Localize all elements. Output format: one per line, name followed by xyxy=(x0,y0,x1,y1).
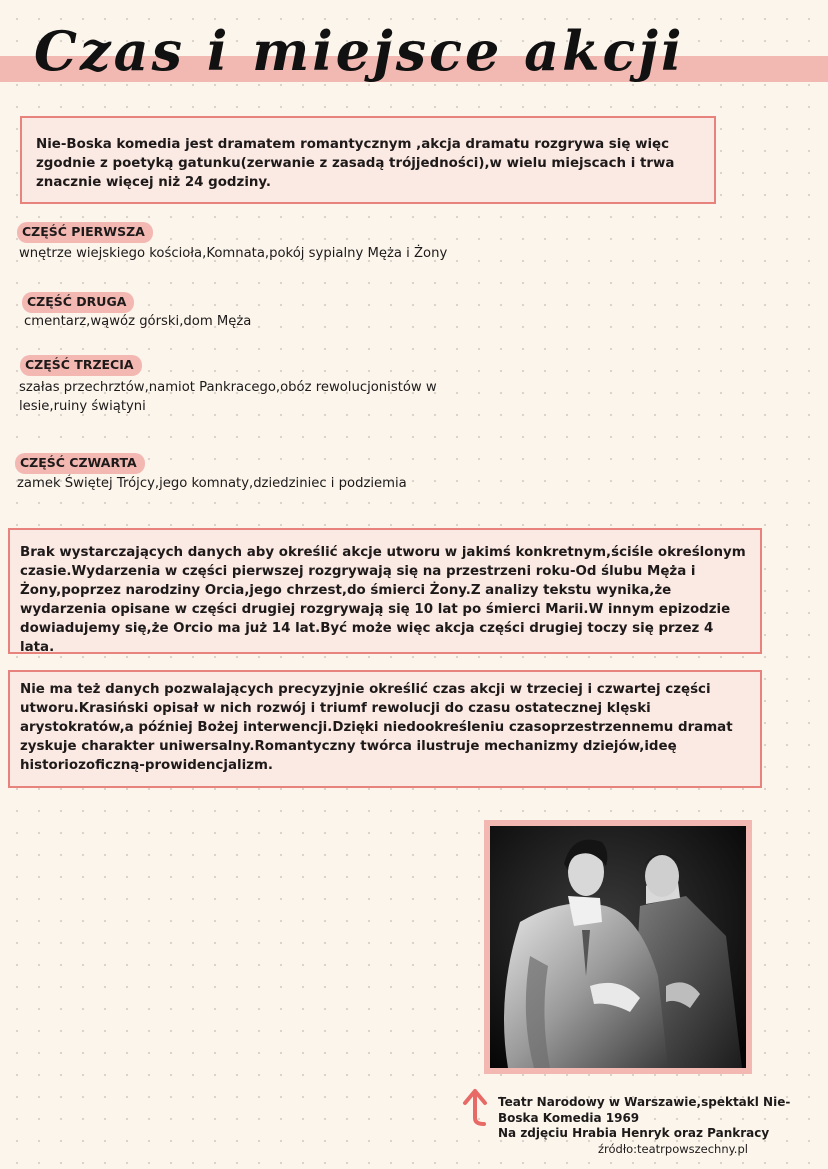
part-1-label: CZĘŚĆ PIERWSZA xyxy=(17,222,153,243)
photo-caption xyxy=(498,1095,818,1142)
theatre-photo-frame xyxy=(484,820,752,1074)
part-2-text: cmentarz,wąwóz górski,dom Męża xyxy=(24,314,252,329)
universal-box xyxy=(8,670,762,788)
part-3-label: CZĘŚĆ TRZECIA xyxy=(20,355,142,376)
intro-box xyxy=(20,116,716,204)
caption-line-2: Na zdjęciu Hrabia Henryk oraz Pankracy xyxy=(498,1126,770,1140)
page-title: Czas i miejsce akcji xyxy=(34,19,685,83)
intro-text: Nie-Boska komedia jest dramatem romantycznym ,akcja dramatu rozgrywa się więc zgodnie z poetyką gatunku(zerwanie z zasadą trójjedności),w wielu miejscach i trwa znacznie więcej niż 24 godziny. xyxy=(36,137,675,190)
arrow-up-icon xyxy=(460,1088,490,1130)
caption-line-1: Teatr Narodowy w Warszawie,spektakl Nie-Boska Komedia 1969 xyxy=(498,1095,791,1125)
part-4-label: CZĘŚĆ CZWARTA xyxy=(15,453,145,474)
time-box xyxy=(8,528,762,654)
source-credit: źródło:teatrpowszechny.pl xyxy=(598,1142,748,1156)
time-text: Brak wystarczających danych aby określić akcje utworu w jakimś konkretnym,ściśle określonym czasie.Wydarzenia w części pierwszej rozgrywają się na przestrzeni roku-Od ślubu Męża i Żony,poprzez narodziny Orcia,jego chrzest,do śmierci Żony.Z analizy tekstu wynika,że wydarzenia opisane w części drugiej rozgrywają się 10 lat po śmierci Marii.W innym epizodzie dowiadujemy się,że Orcio ma już 14 lat.Być może więc akcja części drugiej toczy się przez 4 lata. xyxy=(20,545,746,655)
part-4-text: zamek Świętej Trójcy,jego komnaty,dziedziniec i podziemia xyxy=(17,476,407,491)
universal-text: Nie ma też danych pozwalających precyzyjnie określić czas akcji w trzeciej i czwartej części utworu.Krasiński opisał w nich rozwój i triumf rewolucji do czasu ostatecznej klęski arystokratów,a później Bożej interwencji.Dzięki niedookreśleniu czasoprzestrzennemu dramat zyskuje charakter uniwersalny.Romantyczny twórca ilustruje mechanizmy dziejów,ideę historiozoficzną-prowidencjalizm. xyxy=(20,682,733,773)
part-1-text: wnętrze wiejskiego kościoła,Komnata,pokój sypialny Męża i Żony xyxy=(19,246,448,261)
part-2-label: CZĘŚĆ DRUGA xyxy=(22,292,134,313)
part-3-text: szałas przechrztów,namiot Pankracego,obóz rewolucjonistów w lesie,ruiny świątyni xyxy=(19,380,437,414)
theatre-photo xyxy=(490,826,746,1068)
